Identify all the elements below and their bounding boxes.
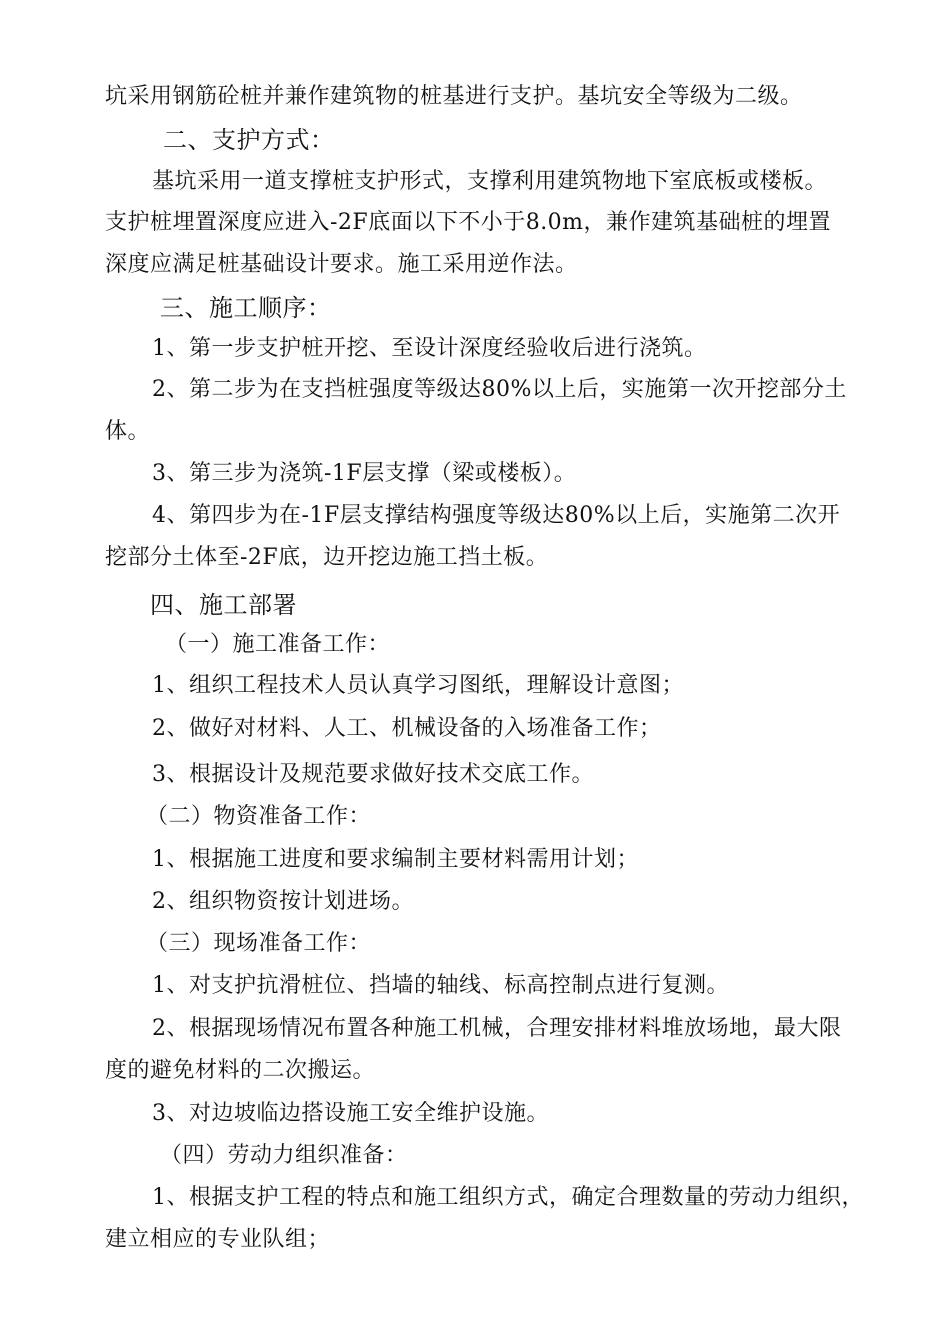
list-item: 2、第二步为在支挡桩强度等级达80%以上后，实施第一次开挖部分土 bbox=[152, 377, 847, 402]
subsection-heading: （四）劳动力组织准备： bbox=[160, 1143, 408, 1168]
list-item: 1、组织工程技术人员认真学习图纸，理解设计意图； bbox=[152, 673, 684, 698]
section-heading: 二、支护方式： bbox=[163, 126, 335, 154]
paragraph-line: 深度应满足桩基础设计要求。施工采用逆作法。 bbox=[105, 252, 578, 277]
paragraph-line: 支护桩埋置深度应进入-2F底面以下不小于8.0m，兼作建筑基础桩的埋置 bbox=[105, 210, 832, 235]
list-item: 1、根据支护工程的特点和施工组织方式，确定合理数量的劳动力组织， bbox=[152, 1185, 864, 1210]
paragraph-line: 建立相应的专业队组； bbox=[105, 1227, 331, 1252]
paragraph-line: 坑采用钢筋砼桩并兼作建筑物的桩基进行支护。基坑安全等级为二级。 bbox=[105, 84, 803, 109]
subsection-heading: （二）物资准备工作： bbox=[146, 804, 372, 829]
paragraph-line: 度的避免材料的二次搬运。 bbox=[105, 1058, 376, 1083]
list-item: 2、根据现场情况布置各种施工机械，合理安排材料堆放场地，最大限 bbox=[152, 1016, 842, 1041]
paragraph-line: 体。 bbox=[105, 419, 151, 444]
list-item: 3、对边坡临边搭设施工安全维护设施。 bbox=[152, 1101, 549, 1126]
list-item: 3、根据设计及规范要求做好技术交底工作。 bbox=[152, 762, 594, 787]
paragraph-line: 挖部分土体至-2F底，边开挖边施工挡土板。 bbox=[105, 545, 549, 570]
list-item: 3、第三步为浇筑-1F层支撑（梁或楼板）。 bbox=[152, 461, 577, 486]
list-item: 2、做好对材料、人工、机械设备的入场准备工作； bbox=[152, 716, 662, 741]
list-item: 2、组织物资按计划进场。 bbox=[152, 889, 414, 914]
list-item: 4、第四步为在-1F层支撑结构强度等级达80%以上后，实施第二次开 bbox=[152, 503, 841, 528]
list-item: 1、第一步支护桩开挖、至设计深度经验收后进行浇筑。 bbox=[152, 336, 707, 361]
subsection-heading: （一）施工准备工作： bbox=[165, 632, 391, 657]
paragraph-line: 基坑采用一道支撑桩支护形式，支撑利用建筑物地下室底板或楼板。 bbox=[152, 169, 828, 194]
subsection-heading: （三）现场准备工作： bbox=[146, 931, 372, 956]
list-item: 1、根据施工进度和要求编制主要材料需用计划； bbox=[152, 847, 639, 872]
section-heading: 三、施工顺序： bbox=[160, 294, 332, 322]
section-heading: 四、施工部署 bbox=[150, 591, 297, 619]
list-item: 1、对支护抗滑桩位、挡墙的轴线、标高控制点进行复测。 bbox=[152, 973, 729, 998]
